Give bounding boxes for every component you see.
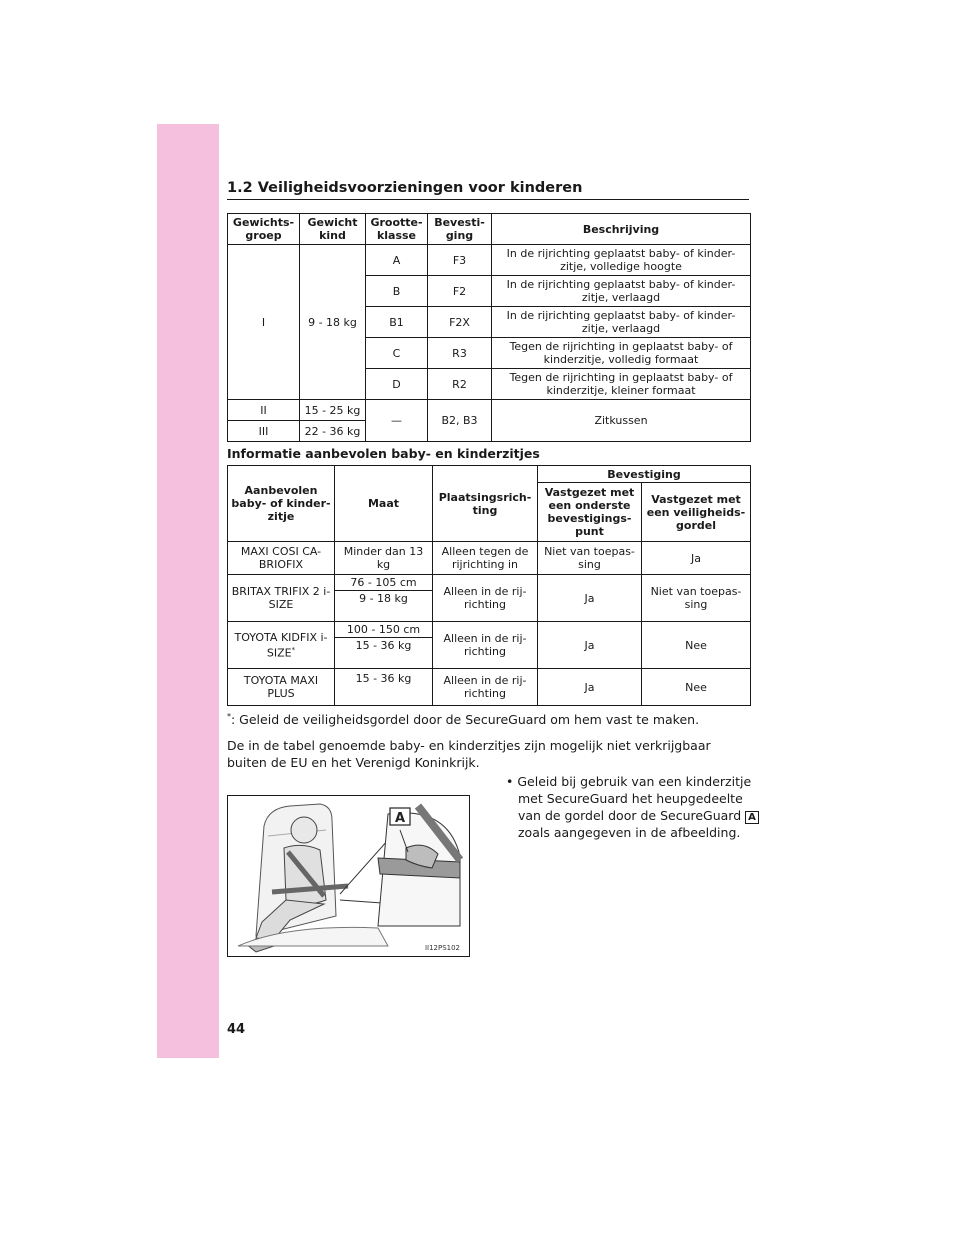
fixture-cell: R3 [428,338,492,369]
header-bevestiging: Bevesti-ging [428,214,492,245]
anchor-cell: Ja [538,575,642,622]
footnote [227,712,750,727]
recommended-seats-heading: Informatie aanbevolen baby- en kinderzitjes [227,446,540,461]
figure-code: II12PS102 [424,944,460,952]
belt-cell: Nee [642,622,751,669]
group-cell: II [228,400,300,421]
child-seat-illustration [228,796,469,956]
header-size: Maat [335,466,433,542]
child-seat-size-table [227,213,751,442]
table-row [228,245,751,276]
description-cell: In de rijrichting geplaatst baby- of kinder-zitje, verlaagd [492,307,751,338]
chapter-sidebar-tab [157,124,219,1058]
class-cell: C [366,338,428,369]
header-attachment: Bevestiging [538,466,751,483]
header-seat: Aanbevolen baby- of kinder-zitje [228,466,335,542]
table-row [228,669,751,706]
size-cell: 76 - 105 cm [335,575,433,591]
fixture-cell: B2, B3 [428,400,492,442]
size-cell: Minder dan 13 kg [335,542,433,575]
anchor-cell: Niet van toepas-sing [538,542,642,575]
belt-cell: Nee [642,669,751,706]
footnote-marker: * [291,645,296,654]
header-beschrijving: Beschrijving [492,214,751,245]
class-cell: — [366,400,428,442]
seat-cell: MAXI COSI CA-BRIOFIX [228,542,335,575]
fixture-cell: F2 [428,276,492,307]
header-gewicht-kind: Gewicht kind [300,214,366,245]
bullet-text: • Geleid bij gebruik van een kinderzitje met SecureGuard het heupgedeelte van de gordel door de SecureGuard [506,774,752,823]
size-cell: 15 - 36 kg [335,669,433,706]
footnote-text: : Geleid de veiligheidsgordel door de SecureGuard om hem vast te maken. [231,712,700,728]
availability-paragraph: De in de tabel genoemde baby- en kinderzitjes zijn mogelijk niet verkrijgbaar buiten de EU en het Verenigd Koninkrijk. [227,738,711,770]
description-cell: In de rijrichting geplaatst baby- of kinder-zitje, verlaagd [492,276,751,307]
size-cell: 9 - 18 kg [335,591,433,622]
class-cell: B1 [366,307,428,338]
position-cell: Alleen in de rij-richting [433,622,538,669]
description-cell: Tegen de rijrichting in geplaatst baby- of kinderzitje, volledig formaat [492,338,751,369]
seat-name: TOYOTA KIDFIX i-SIZE [234,630,328,660]
description-cell: Tegen de rijrichting in geplaatst baby- of kinderzitje, kleiner formaat [492,369,751,400]
anchor-cell: Ja [538,622,642,669]
section-title: 1.2 Veiligheidsvoorzieningen voor kinderen [227,180,749,200]
fixture-cell: R2 [428,369,492,400]
position-cell: Alleen tegen de rijrichting in [433,542,538,575]
group-cell: I [228,245,300,400]
class-cell: D [366,369,428,400]
page-number: 44 [227,1022,246,1037]
description-cell: In de rijrichting geplaatst baby- of kinder-zitje, volledige hoogte [492,245,751,276]
label-a-box: A [745,811,759,824]
secureguard-bullet [506,773,762,841]
table-row [228,575,751,591]
belt-cell: Ja [642,542,751,575]
table-header-row [228,214,751,245]
description-cell: Zitkussen [492,400,751,442]
seat-cell: TOYOTA MAXI PLUS [228,669,335,706]
header-position: Plaatsingsrich-ting [433,466,538,542]
position-cell: Alleen in de rij-richting [433,575,538,622]
anchor-cell: Ja [538,669,642,706]
seat-cell: BRITAX TRIFIX 2 i-SIZE [228,575,335,622]
figure-label-a: A [394,811,406,826]
class-cell: A [366,245,428,276]
header-belt: Vastgezet met een veiligheids-gordel [642,483,751,542]
fixture-cell: F2X [428,307,492,338]
header-grootteklasse: Grootte-klasse [366,214,428,245]
table-row [228,622,751,638]
bullet-text-end: zoals aangegeven in de afbeelding. [518,825,741,840]
weight-cell: 9 - 18 kg [300,245,366,400]
size-cell: 15 - 36 kg [335,638,433,669]
table-row [228,542,751,575]
size-cell: 100 - 150 cm [335,622,433,638]
fixture-cell: F3 [428,245,492,276]
secureguard-illustration [227,795,470,957]
footnote-marker: * [227,712,231,721]
header-anchor: Vastgezet met een onderste bevestigings-punt [538,483,642,542]
group-cell: III [228,421,300,442]
weight-cell: 15 - 25 kg [300,400,366,421]
class-cell: B [366,276,428,307]
seat-cell [228,622,335,669]
position-cell: Alleen in de rij-richting [433,669,538,706]
weight-cell: 22 - 36 kg [300,421,366,442]
header-gewichtsgroep: Gewichts-groep [228,214,300,245]
table-header-row [228,466,751,483]
recommended-seats-table [227,465,751,706]
table-row [228,400,751,421]
belt-cell: Niet van toepas-sing [642,575,751,622]
